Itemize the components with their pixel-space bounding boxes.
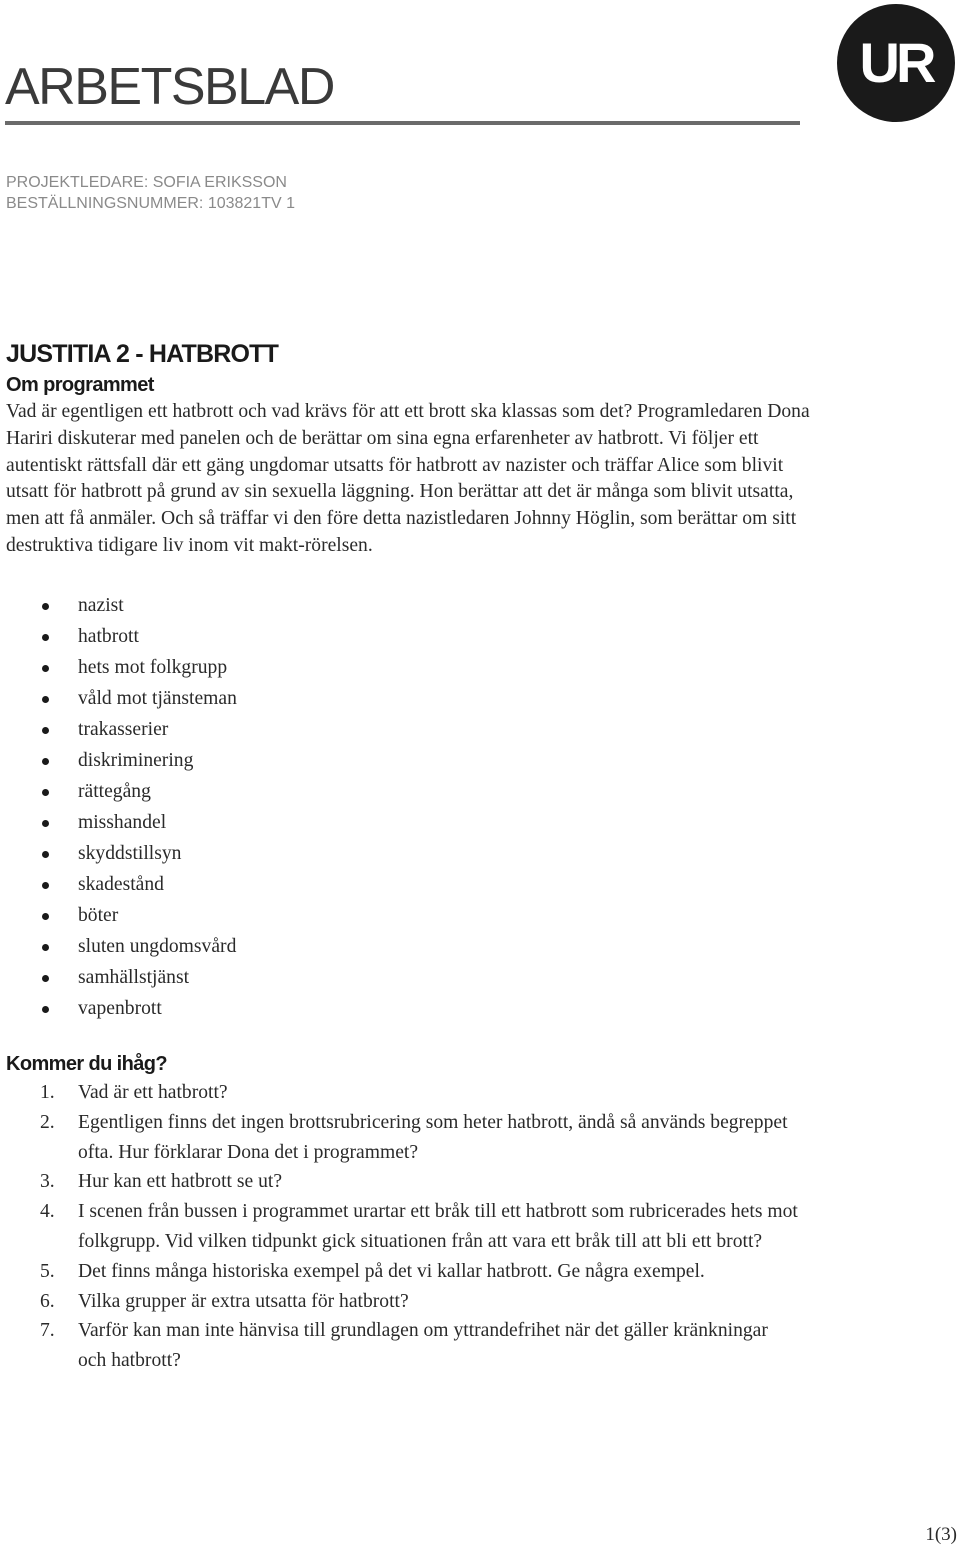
project-meta xyxy=(6,172,295,214)
question-item xyxy=(0,1287,800,1317)
term-text: trakasserier xyxy=(78,719,169,740)
project-leader: PROJEKTLEDARE: SOFIA ERIKSSON xyxy=(6,174,287,191)
list-item xyxy=(0,685,237,716)
question-item xyxy=(0,1108,800,1168)
list-item xyxy=(0,933,237,964)
bullet-icon xyxy=(42,696,49,703)
term-text: hatbrott xyxy=(78,626,139,647)
ur-logo xyxy=(837,4,955,122)
order-number: BESTÄLLNINGSNUMMER: 103821TV 1 xyxy=(6,195,295,212)
question-item xyxy=(0,1197,800,1257)
question-text: Det finns många historiska exempel på det vi kallar hatbrott. Ge några exempel. xyxy=(78,1260,705,1282)
bullet-icon xyxy=(42,882,49,889)
term-text: misshandel xyxy=(78,812,167,833)
question-text: I scenen från bussen i programmet urartar ett bråk till ett hatbrott som rubricerades hets mot folkgrupp. Vid vilken tidpunkt gick situationen från att vara ett bråk till att bli ett brott? xyxy=(78,1201,798,1252)
list-item xyxy=(0,747,237,778)
term-text: rättegång xyxy=(78,781,151,802)
list-item xyxy=(0,623,237,654)
program-title: JUSTITIA 2 - HATBROTT xyxy=(6,340,279,368)
bullet-icon xyxy=(42,603,49,610)
question-item xyxy=(0,1167,800,1197)
terms-list xyxy=(0,592,237,1026)
bullet-icon xyxy=(42,634,49,641)
bullet-icon xyxy=(42,1006,49,1013)
question-item xyxy=(0,1316,800,1376)
term-text: diskriminering xyxy=(78,750,194,771)
term-text: samhällstjänst xyxy=(78,967,190,988)
question-number: 2. xyxy=(40,1111,55,1133)
question-text: Egentligen finns det ingen brottsrubricering som heter hatbrott, ändå så används begreppet ofta. Hur förklarar Dona det i programmet? xyxy=(78,1111,788,1163)
question-number: 3. xyxy=(40,1171,55,1193)
term-text: sluten ungdomsvård xyxy=(78,936,237,957)
bullet-icon xyxy=(42,913,49,920)
term-text: nazist xyxy=(78,595,124,616)
term-text: hets mot folkgrupp xyxy=(78,657,228,678)
svg-text:UR: UR xyxy=(859,31,933,94)
list-item xyxy=(0,964,237,995)
term-text: skadestånd xyxy=(78,874,164,895)
question-text: Varför kan man inte hänvisa till grundlagen om yttrandefrihet när det gäller kränkningar och hatbrott? xyxy=(78,1320,768,1372)
question-text: Hur kan ett hatbrott se ut? xyxy=(78,1171,283,1193)
bullet-icon xyxy=(42,789,49,796)
bullet-icon xyxy=(42,851,49,858)
title-divider xyxy=(5,121,800,125)
question-text: Vilka grupper är extra utsatta för hatbrott? xyxy=(78,1290,409,1312)
bullet-icon xyxy=(42,975,49,982)
about-heading: Om programmet xyxy=(6,374,154,396)
list-item xyxy=(0,592,237,623)
list-item xyxy=(0,902,237,933)
term-text: våld mot tjänsteman xyxy=(78,688,237,709)
bullet-icon xyxy=(42,758,49,765)
list-item xyxy=(0,778,237,809)
remember-heading: Kommer du ihåg? xyxy=(6,1053,168,1075)
bullet-icon xyxy=(42,665,49,672)
question-number: 5. xyxy=(40,1260,55,1282)
term-text: skyddstillsyn xyxy=(78,843,182,864)
list-item xyxy=(0,716,237,747)
question-text: Vad är ett hatbrott? xyxy=(78,1082,228,1103)
question-number: 7. xyxy=(40,1320,55,1342)
list-item xyxy=(0,871,237,902)
list-item xyxy=(0,995,237,1026)
list-item xyxy=(0,809,237,840)
question-item xyxy=(0,1078,800,1108)
term-text: böter xyxy=(78,905,119,926)
bullet-icon xyxy=(42,820,49,827)
questions-list xyxy=(0,1078,800,1376)
question-number: 1. xyxy=(40,1082,55,1103)
bullet-icon xyxy=(42,727,49,734)
term-text: vapenbrott xyxy=(78,998,162,1019)
list-item xyxy=(0,840,237,871)
document-title: ARBETSBLAD xyxy=(5,58,334,116)
question-number: 4. xyxy=(40,1201,55,1223)
question-item xyxy=(0,1257,800,1287)
program-description-text: Vad är egentligen ett hatbrott och vad krävs för att ett brott ska klassas som det? Programledaren Dona Hariri diskuterar med panelen och de berättar om sina egna erfarenheter av hatbrott. Vi följer ett autentiskt rättsfall där ett gäng ungdomar utsatts för hatbrott av nazister och träffar Alice som blivit utsatt för hatbrott på grund av sin sexuella läggning. Hon berättar att det är många som blivit utsatta, men att få anmäler. Och så träffar vi den före detta nazistledaren Johnny Höglin, som berättar om sitt destruktiva tidigare liv inom vit makt-rörelsen. xyxy=(6,401,810,556)
question-number: 6. xyxy=(40,1290,55,1312)
page-number: 1(3) xyxy=(925,1524,957,1545)
list-item xyxy=(0,654,237,685)
bullet-icon xyxy=(42,944,49,951)
